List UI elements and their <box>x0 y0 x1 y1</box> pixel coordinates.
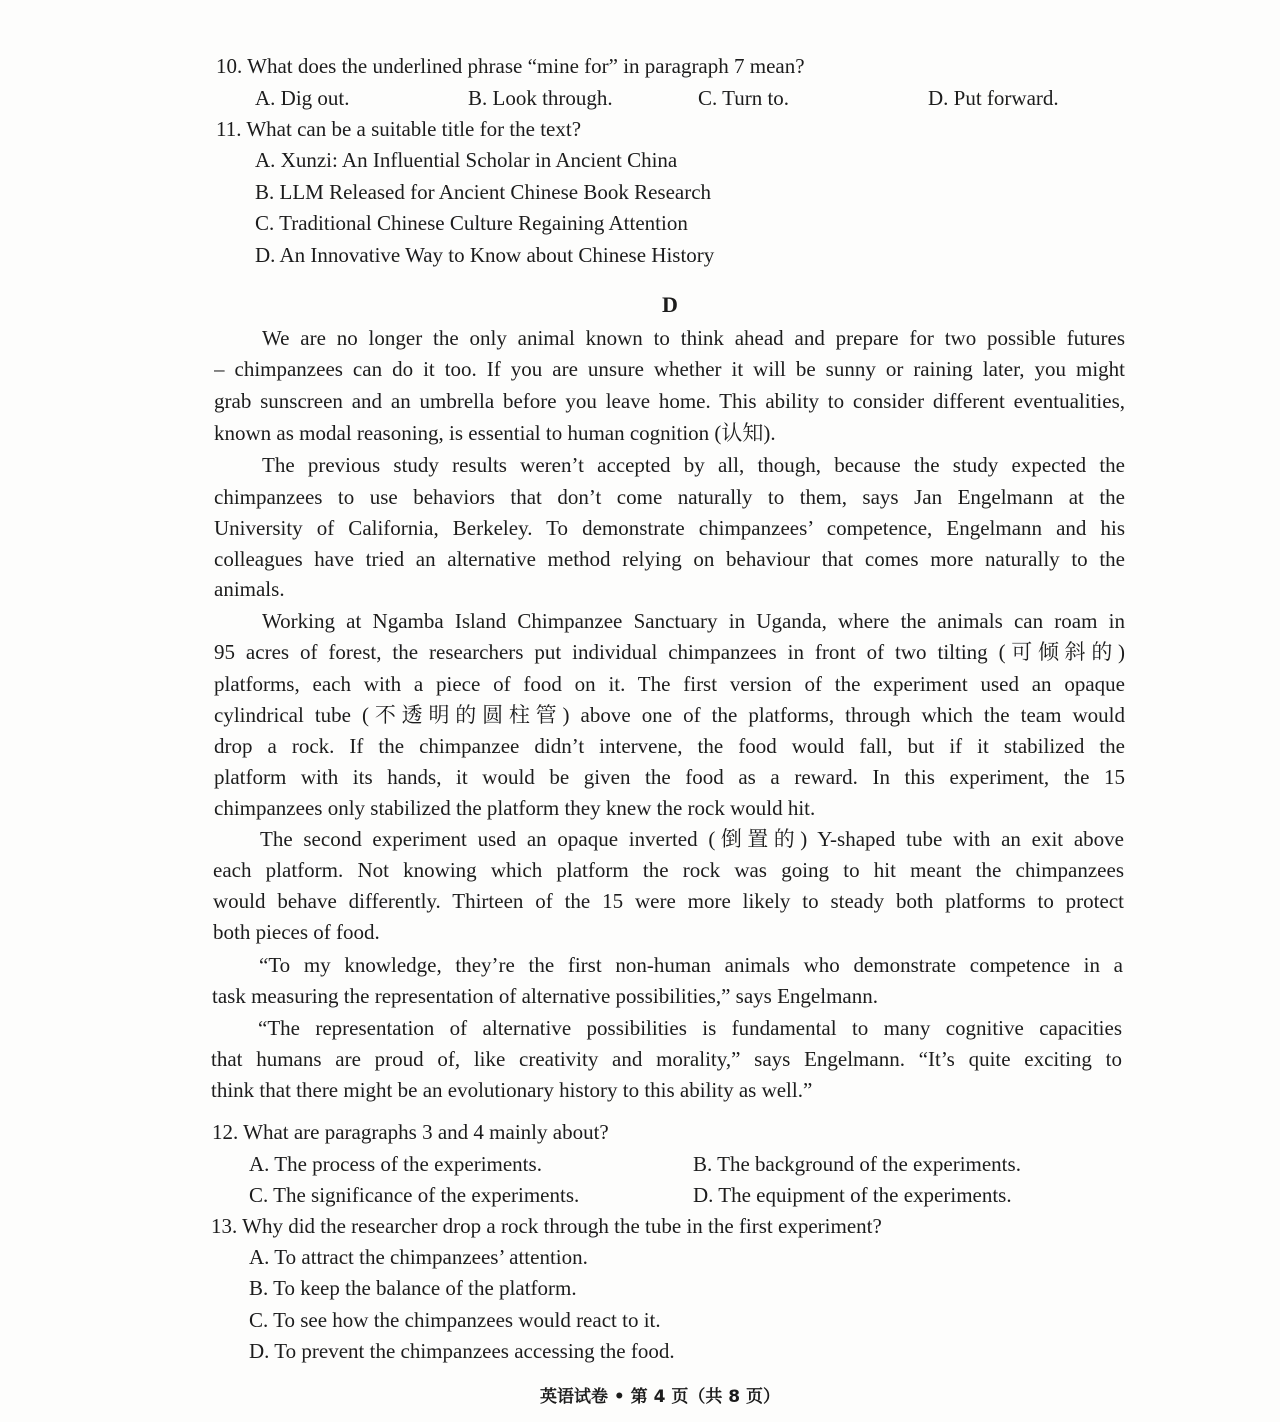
question-11-option-c: C. Traditional Chinese Culture Regaining Attention <box>255 211 688 235</box>
passage-p6-line-1: “The representation of alternative possibilities is fundamental to many cognitive capacities <box>258 1016 1122 1040</box>
question-12-option-c: C. The significance of the experiments. <box>249 1183 580 1207</box>
question-11-stem: 11. What can be a suitable title for the text? <box>216 117 582 141</box>
question-12-stem: 12. What are paragraphs 3 and 4 mainly about? <box>212 1120 609 1144</box>
passage-p1-line-2: – chimpanzees can do it too. If you are unsure whether it will be sunny or raining later, you might <box>214 357 1125 381</box>
question-11-option-b: B. LLM Released for Ancient Chinese Book Research <box>255 180 712 204</box>
question-10-option-c: C. Turn to. <box>698 86 790 110</box>
question-13-option-c: C. To see how the chimpanzees would react to it. <box>249 1308 661 1332</box>
passage-p6-line-3: think that there might be an evolutionary history to this ability as well.” <box>211 1078 813 1102</box>
passage-p4-line-1: The second experiment used an opaque inverted (倒置的) Y-shaped tube with an exit above <box>260 827 1124 851</box>
question-13-option-a: A. To attract the chimpanzees’ attention. <box>249 1245 588 1269</box>
passage-p3-line-7: chimpanzees only stabilized the platform they knew the rock would hit. <box>214 796 816 820</box>
passage-p2-line-1: The previous study results weren’t accepted by all, though, because the study expected the <box>262 453 1125 477</box>
passage-p4-line-2: each platform. Not knowing which platform the rock was going to hit meant the chimpanzees <box>213 858 1124 882</box>
question-12-option-b: B. The background of the experiments. <box>693 1152 1021 1176</box>
question-10-option-d: D. Put forward. <box>928 86 1059 110</box>
passage-p5-line-1: “To my knowledge, they’re the first non-human animals who demonstrate competence in a <box>259 953 1123 977</box>
passage-p2-line-5: animals. <box>214 577 285 601</box>
passage-p1-line-1: We are no longer the only animal known to think ahead and prepare for two possible futures <box>262 326 1125 350</box>
passage-p3-line-2: 95 acres of forest, the researchers put individual chimpanzees in front of two tilting (可倾斜的) <box>214 640 1125 664</box>
passage-p4-line-4: both pieces of food. <box>213 920 380 944</box>
question-13-option-d: D. To prevent the chimpanzees accessing the food. <box>249 1339 675 1363</box>
question-11-option-a: A. Xunzi: An Influential Scholar in Ancient China <box>255 148 678 172</box>
passage-p6-line-2: that humans are proud of, like creativity and morality,” says Engelmann. “It’s quite exciting to <box>211 1047 1122 1071</box>
passage-p3-line-3: platforms, each with a piece of food on it. The first version of the experiment used an opaque <box>214 672 1125 696</box>
question-12-option-a: A. The process of the experiments. <box>249 1152 542 1176</box>
question-11-option-d: D. An Innovative Way to Know about Chinese History <box>255 243 715 267</box>
section-heading: D <box>662 292 678 317</box>
passage-p3-line-6: platform with its hands, it would be given the food as a reward. In this experiment, the 15 <box>214 765 1125 789</box>
passage-p3-line-4: cylindrical tube (不透明的圆柱管) above one of the platforms, through which the team would <box>214 703 1125 727</box>
page-footer: 英语试卷 • 第 4 页（共 8 页） <box>539 1387 781 1407</box>
question-10-option-b: B. Look through. <box>468 86 613 110</box>
question-13-stem: 13. Why did the researcher drop a rock through the tube in the first experiment? <box>211 1214 882 1238</box>
passage-p3-line-1: Working at Ngamba Island Chimpanzee Sanctuary in Uganda, where the animals can roam in <box>262 609 1125 633</box>
passage-p2-line-3: University of California, Berkeley. To demonstrate chimpanzees’ competence, Engelmann and his <box>214 516 1125 540</box>
passage-p2-line-2: chimpanzees to use behaviors that don’t come naturally to them, says Jan Engelmann at the <box>214 485 1125 509</box>
passage-p1-line-3: grab sunscreen and an umbrella before you leave home. This ability to consider different eventualities, <box>214 389 1125 413</box>
question-12-option-d: D. The equipment of the experiments. <box>693 1183 1012 1207</box>
passage-p1-line-4: known as modal reasoning, is essential to human cognition (认知). <box>214 421 776 445</box>
passage-p2-line-4: colleagues have tried an alternative method relying on behaviour that comes more naturally to the <box>214 547 1125 571</box>
question-10-option-a: A. Dig out. <box>255 86 350 110</box>
passage-p3-line-5: drop a rock. If the chimpanzee didn’t intervene, the food would fall, but if it stabilized the <box>214 734 1125 758</box>
passage-p4-line-3: would behave differently. Thirteen of the 15 were more likely to steady both platforms to protect <box>213 889 1124 913</box>
question-13-option-b: B. To keep the balance of the platform. <box>249 1276 577 1300</box>
passage-p5-line-2: task measuring the representation of alternative possibilities,” says Engelmann. <box>212 984 878 1008</box>
question-10-stem: 10. What does the underlined phrase “mine for” in paragraph 7 mean? <box>216 54 805 78</box>
